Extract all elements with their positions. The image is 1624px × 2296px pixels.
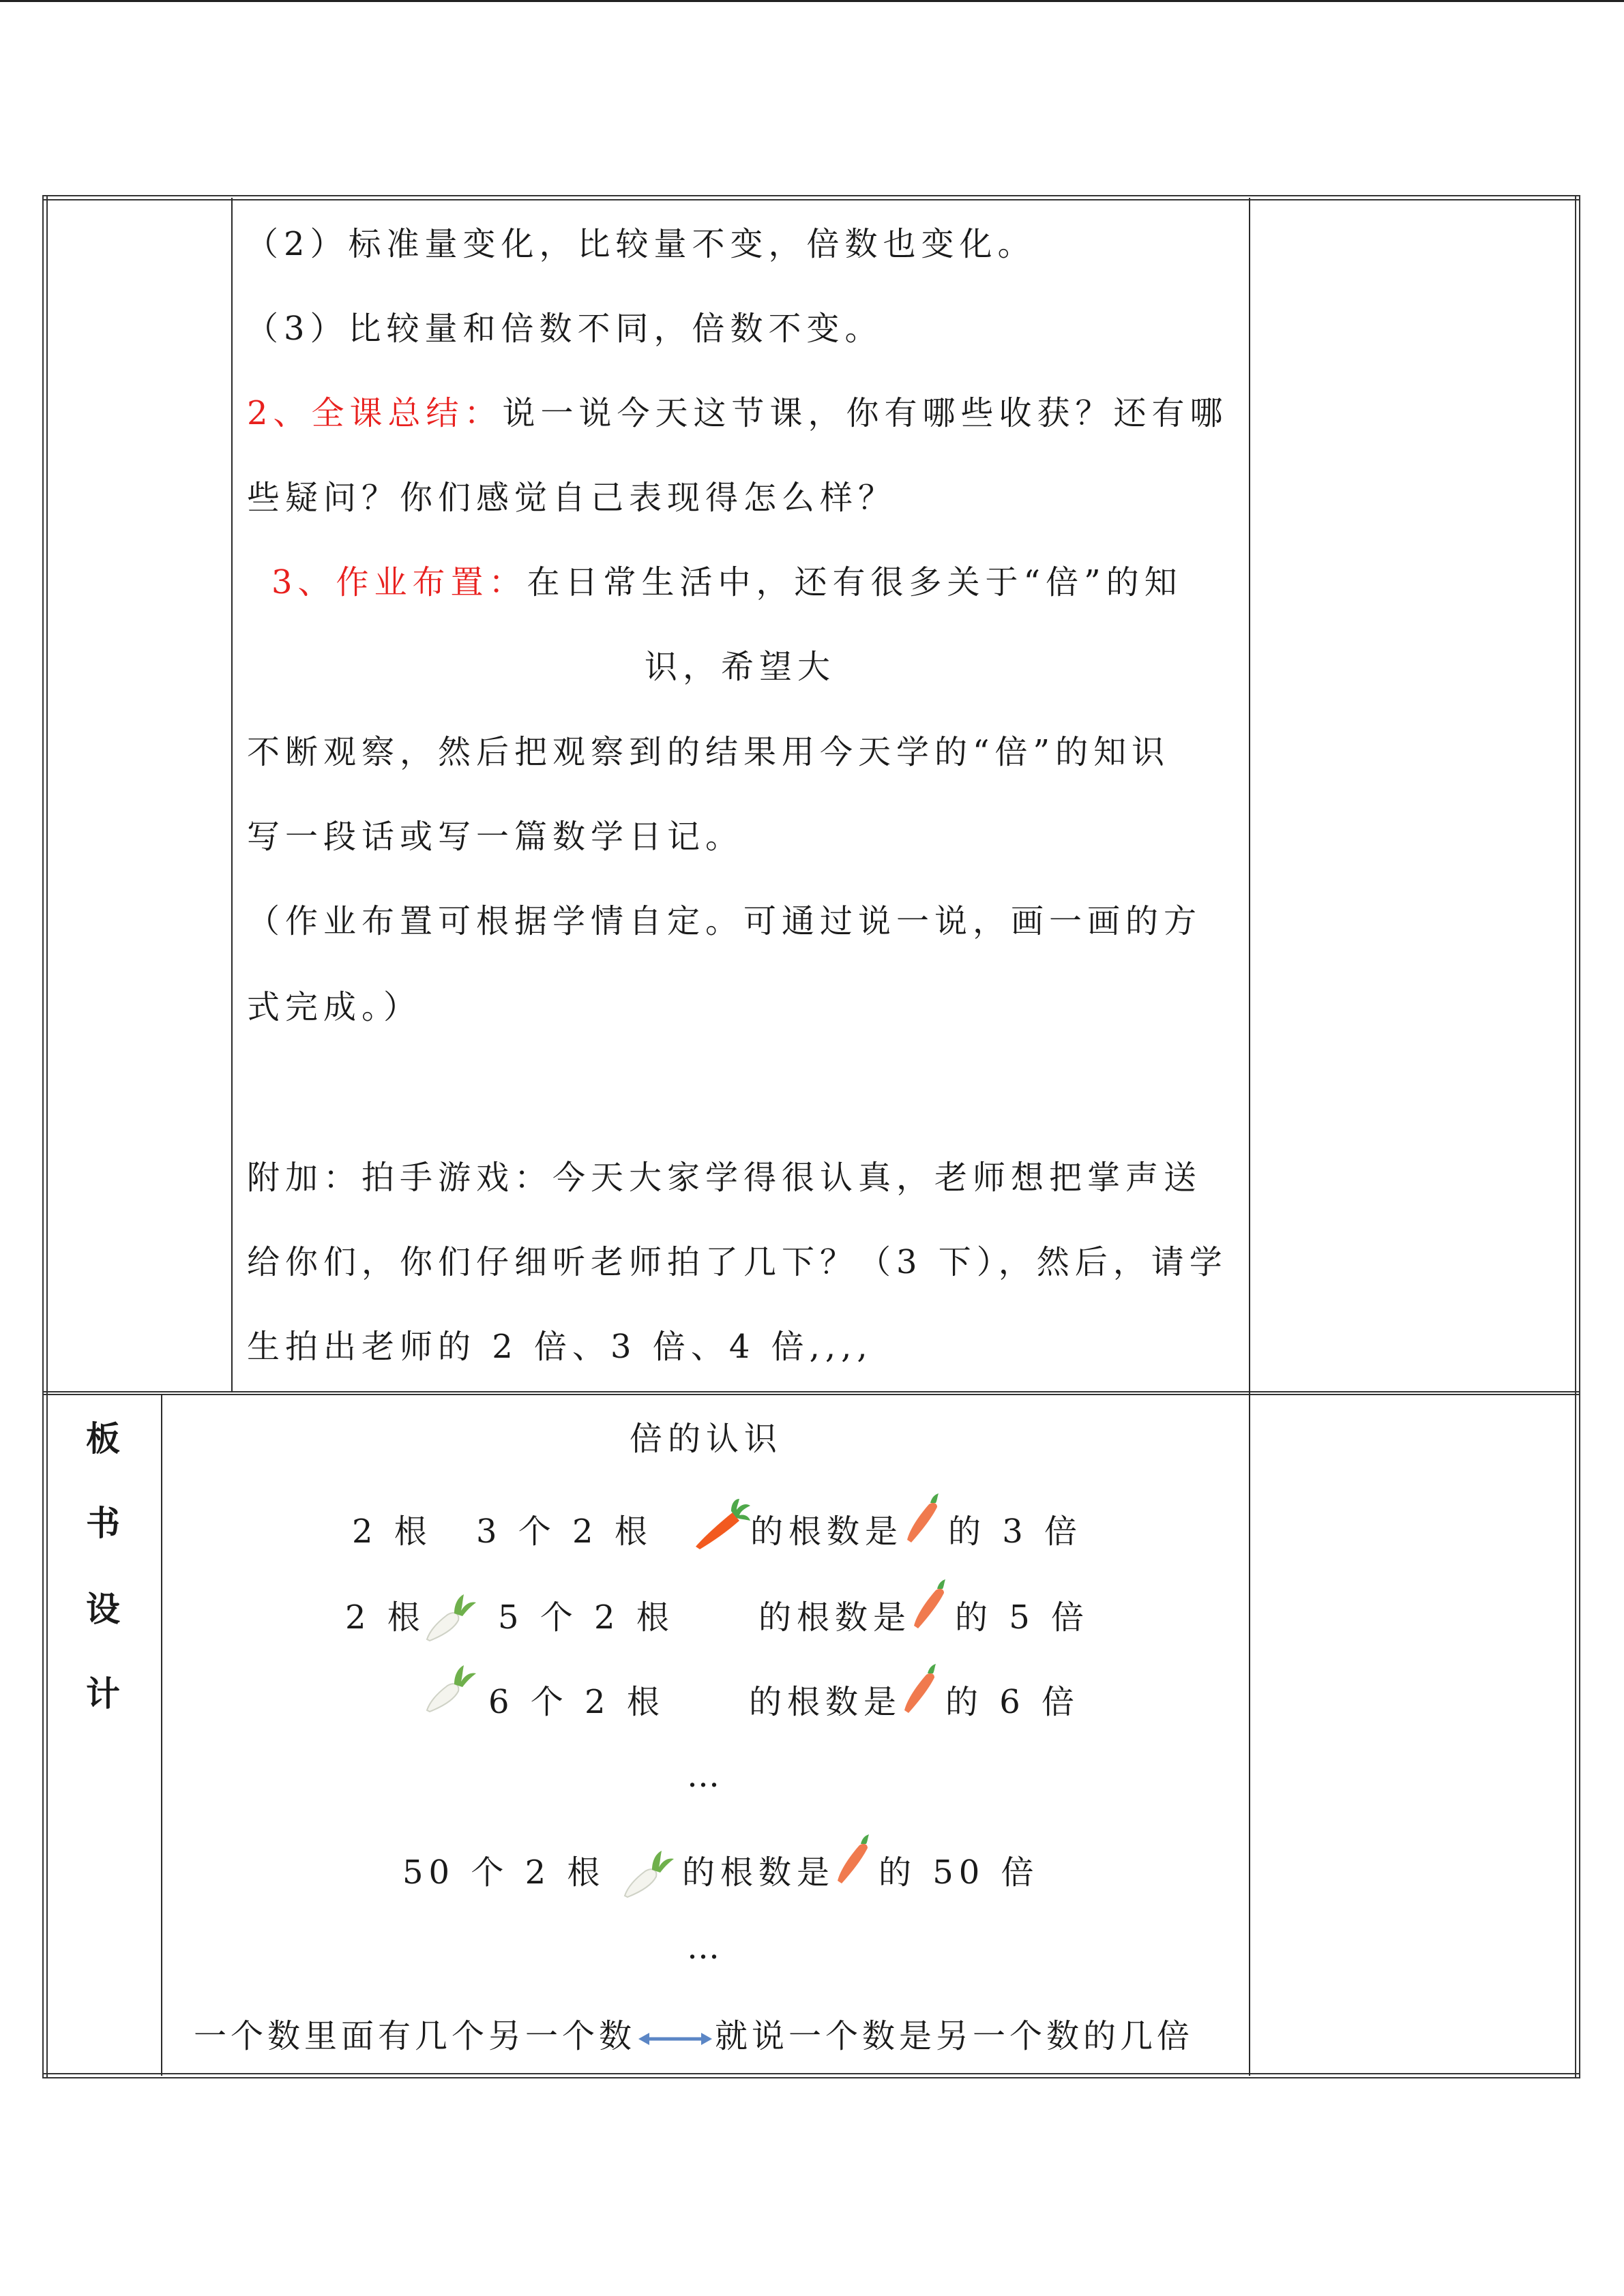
- ellipsis-1: …: [687, 1757, 725, 1795]
- body-line-3: （作业布置可根据学情自定。可通过说一说，画一画的方: [247, 902, 1202, 940]
- summary-continuation: 些疑问？你们感觉自己表现得怎么样？: [247, 479, 897, 517]
- row4-groups: 50 个 2 根: [402, 1853, 606, 1892]
- carrot-icon-large: [690, 1497, 752, 1552]
- carrot-icon-small: [900, 1661, 941, 1716]
- side-char-3: 设: [86, 1590, 120, 1629]
- double-arrow-icon: [637, 2029, 713, 2049]
- table-bottom-border: [42, 2073, 1580, 2078]
- homework-text: 在日常生活中，还有很多关于“倍”的知: [527, 563, 1183, 601]
- row3-result: 的 6 倍: [945, 1683, 1080, 1721]
- row2-left: 2 根: [345, 1598, 426, 1637]
- board-title: 倍的认识: [629, 1420, 782, 1458]
- carrot-icon-small: [910, 1577, 951, 1631]
- extra-line-1: 附加：拍手游戏：今天大家学得很认真，老师想把掌声送: [247, 1159, 1202, 1197]
- carrot-icon-small: [903, 1491, 944, 1545]
- upper-cell-left-divider: [231, 198, 233, 1392]
- conclusion-left: 一个数里面有几个另一个数: [194, 2017, 636, 2055]
- note-line-2: （2）标准量变化，比较量不变，倍数也变化。: [246, 225, 1036, 263]
- conclusion-right: 就说一个数是另一个数的几倍: [715, 2017, 1194, 2055]
- conclusion-line: [194, 2016, 1194, 2057]
- side-char-1: 板: [86, 1419, 120, 1459]
- row2-relation: 的根数是: [758, 1598, 912, 1637]
- homework-centered-line: 识，希望大: [644, 648, 836, 686]
- row4-result: 的 50 倍: [879, 1853, 1039, 1892]
- lower-cell-left-divider: [161, 1394, 162, 2076]
- extra-line-2: 给你们，你们仔细听老师拍了几下？（3 下），然后，请学: [247, 1243, 1228, 1281]
- row1-left: 2 根: [352, 1512, 432, 1551]
- page-top-rule: [0, 0, 1624, 2]
- homework-label: 3、作业布置：: [271, 563, 527, 601]
- radish-icon: [423, 1660, 477, 1714]
- row2-result: 的 5 倍: [955, 1598, 1090, 1637]
- row1-result: 的 3 倍: [948, 1512, 1083, 1551]
- row3-relation: 的根数是: [749, 1683, 902, 1721]
- carrot-icon-small: [833, 1832, 874, 1886]
- ellipsis-2: …: [687, 1928, 725, 1967]
- right-column-divider: [1249, 198, 1250, 2076]
- row4-relation: 的根数是: [682, 1853, 836, 1892]
- table-left-border: [42, 195, 48, 2078]
- body-line-1: 不断观察，然后把观察到的结果用今天学的“倍”的知识: [247, 733, 1170, 771]
- side-char-4: 计: [86, 1674, 120, 1714]
- radish-icon: [423, 1589, 477, 1643]
- side-char-2: 书: [86, 1504, 120, 1543]
- row1-groups: 3 个 2 根: [476, 1512, 653, 1551]
- row2-groups: 5 个 2 根: [498, 1598, 675, 1637]
- homework-line: [271, 562, 1183, 603]
- body-line-2: 写一段话或写一篇数学日记。: [247, 818, 744, 856]
- radish-icon: [621, 1845, 675, 1900]
- table-right-border: [1575, 195, 1580, 2078]
- table-top-border: [42, 195, 1580, 200]
- row1-relation: 的根数是: [750, 1512, 904, 1551]
- summary-text: 说一说今天这节课，你有哪些收获？还有哪: [502, 394, 1228, 432]
- row3-groups: 6 个 2 根: [488, 1683, 665, 1721]
- extra-line-3: 生拍出老师的 2 倍、3 倍、4 倍,,,,: [247, 1328, 873, 1366]
- summary-line: [247, 393, 1228, 434]
- summary-label: 2、全课总结：: [247, 394, 503, 432]
- note-line-3: （3）比较量和倍数不同，倍数不变。: [246, 310, 883, 348]
- table-row-divider: [42, 1391, 1580, 1395]
- body-line-4: 式完成。）: [247, 988, 422, 1026]
